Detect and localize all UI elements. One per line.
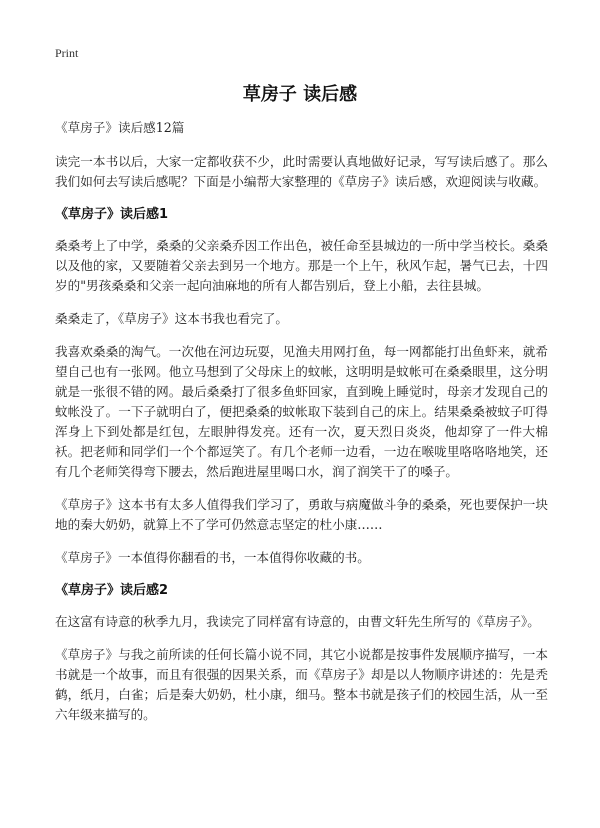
paragraph: 《草房子》与我之前所读的任何长篇小说不同，其它小说都是按事件发展顺序描写，一本书就是一个故事，而且有很强的因果关系，而《草房子》却是以人物顺序讲述的：先是秃鹤，纸月，白雀；后是秦大奶奶，杜小康，细马。整本书就是孩子们的校园生活，从一至六年级来描写的。: [55, 647, 548, 722]
section-heading-2: 《草房子》读后感2: [55, 583, 169, 598]
intro-paragraph: 读完一本书以后，大家一定都收获不少，此时需要认真地做好记录，写写读后感了。那么我们如何去写读后感呢？下面是小编帮大家整理的《草房子》读后感，欢迎阅读与收藏。: [55, 154, 548, 189]
page-title: 草房子 读后感: [242, 84, 358, 105]
article-body: [55, 118, 548, 738]
section-heading-1: 《草房子》读后感1: [55, 207, 169, 222]
paragraph: 《草房子》一本值得你翻看的书，一本值得你收藏的书。: [55, 550, 370, 565]
article-subtitle: 《草房子》读后感12篇: [55, 120, 185, 135]
paragraph: 桑桑考上了中学，桑桑的父亲桑乔因工作出色，被任命至县城边的一所中学当校长。桑桑以及他的家，又要随着父亲去到另一个地方。那是一个上午，秋风乍起，暑气已去，十四岁的"男孩桑桑和父亲一起向油麻地的所有人都告别后，登上小船，去往县城。: [55, 238, 548, 293]
print-label[interactable]: Print: [55, 46, 79, 60]
paragraph: 桑桑走了，《草房子》这本书我也看完了。: [55, 311, 288, 326]
paragraph: 在这富有诗意的秋季九月，我读完了同样富有诗意的，由曹文轩先生所写的《草房子》。: [55, 614, 540, 629]
paragraph: 《草房子》这本书有太多人值得我们学习了，勇敢与病魔做斗争的桑桑，死也要保护一块地的秦大奶奶，就算上不了学可仍然意志坚定的杜小康……: [55, 497, 548, 532]
paragraph: 我喜欢桑桑的淘气。一次他在河边玩耍，见渔夫用网打鱼，每一网都能打出鱼虾来，就希望自己也有一张网。他立马想到了父母床上的蚊帐，这明明是蚊帐可在桑桑眼里，这分明就是一张很不错的网。最后桑桑打了很多鱼虾回家，直到晚上睡觉时，母亲才发现自己的蚊帐没了。一下子就明白了，便把桑桑的蚊帐取下装到自己的床上。结果桑桑被蚊子叮得浑身上下到处都是红包，左眼肿得发亮。还有一次，夏天烈日炎炎，他却穿了一件大棉袄。把老师和同学们一个个都逗笑了。有几个老师一边看，一边在喉咙里咯咯咯地笑，还有几个老师笑得弯下腰去，然后跑进屋里喝口水，润了润笑干了的嗓子。: [55, 344, 548, 479]
